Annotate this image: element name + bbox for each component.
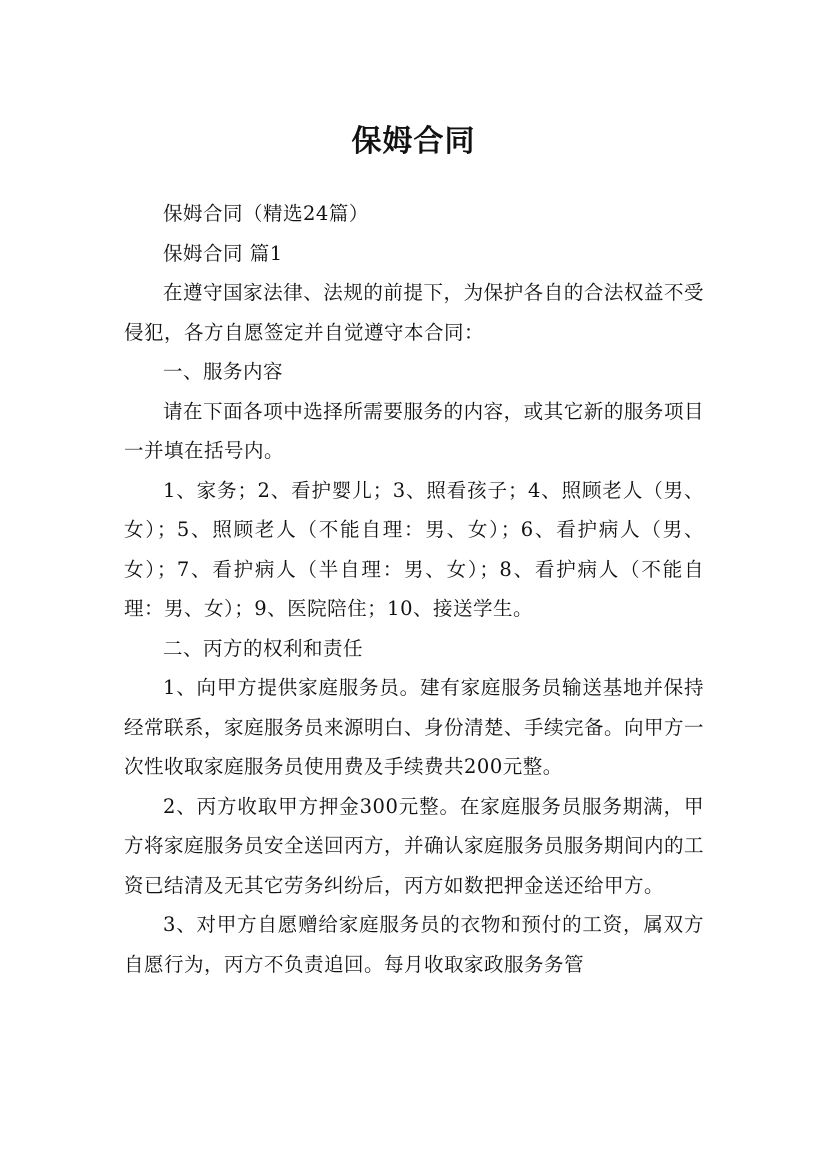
paragraph: 1、家务；2、看护婴儿；3、照看孩子；4、照顾老人（男、女）；5、照顾老人（不能自理：男、女）；6、看护病人（男、女）；7、看护病人（半自理：男、女）；8、看护病人（不能自理：男、女）；9、医院陪住；10、接送学生。 — [124, 478, 704, 620]
paragraph: 请在下面各项中选择所需要服务的内容，或其它新的服务项目一并填在括号内。 — [124, 399, 704, 462]
document-body — [124, 194, 704, 984]
paragraph: 1、向甲方提供家庭服务员。建有家庭服务员输送基地并保持经常联系，家庭服务员来源明白、身份清楚、手续完备。向甲方一次性收取家庭服务员使用费及手续费共200元整。 — [124, 676, 705, 778]
paragraph: 保姆合同 篇1 — [163, 241, 283, 265]
section-heading: 一、服务内容 — [163, 360, 284, 383]
document-title: 保姆合同 — [351, 124, 476, 160]
paragraph: 3、对甲方自愿赠给家庭服务员的衣物和预付的工资，属双方自愿行为，丙方不负责追回。每月收取家政服务务管 — [124, 913, 704, 976]
paragraph: 在遵守国家法律、法规的前提下，为保护各自的合法权益不受侵犯，各方自愿签定并自觉遵守本合同： — [124, 281, 704, 344]
section-heading: 二、丙方的权利和责任 — [163, 636, 364, 660]
paragraph: 保姆合同（精选24篇） — [163, 202, 369, 225]
paragraph: 2、丙方收取甲方押金300元整。在家庭服务员服务期满，甲方将家庭服务员安全送回丙方，并确认家庭服务员服务期间内的工资已结清及无其它劳务纠纷后，丙方如数把押金送还给甲方。 — [124, 794, 705, 897]
